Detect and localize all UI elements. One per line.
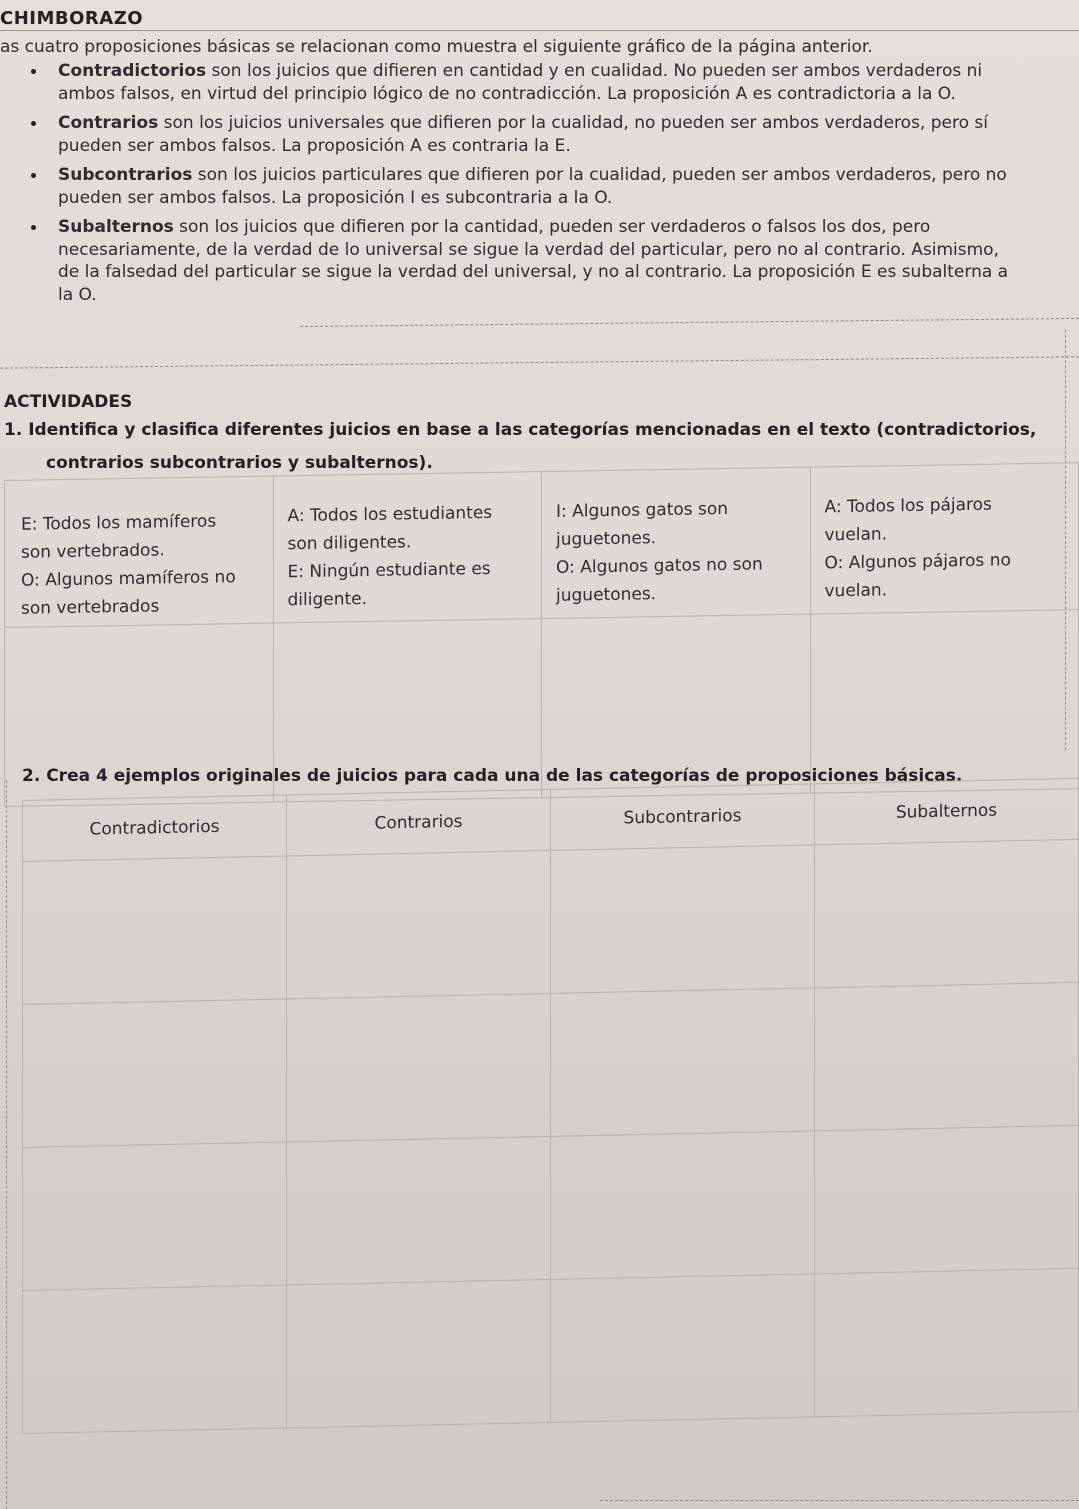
example-cell: A: Todos los pájaros vuelan. O: Algunos pájaros no vuelan. [810, 463, 1079, 614]
examples-table [4, 462, 1079, 807]
intro-text: as cuatro proposiciones básicas se relacionan como muestra el siguiente gráfico de la página anterior. [0, 37, 873, 57]
answer-cell[interactable] [23, 999, 287, 1148]
example-cell: I: Algunos gatos son juguetones. O: Algunos gatos no son juguetones. [542, 467, 811, 618]
answer-cell[interactable] [815, 1125, 1079, 1274]
answer-cell[interactable] [551, 845, 815, 994]
answer-cell[interactable] [287, 1136, 551, 1285]
answer-cell[interactable] [551, 988, 815, 1137]
definition-contradictorios: Contradictorios son los juicios que difieren en cantidad y en cualidad. No pueden ser ambos verdaderos ni ambos falsos, en virtud del principio lógico de no contradicción. La proposición A es contradictoria a la O. [0, 60, 1079, 105]
activities-heading: ACTIVIDADES [4, 392, 133, 412]
answer-cell[interactable] [815, 982, 1079, 1131]
question-1: 1. Identifica y clasifica diferentes juicios en base a las categorías mencionadas en el texto (contradictorios, contrarios subcontrarios y subalternos). [4, 420, 1037, 473]
definitions-list [0, 60, 1079, 313]
answer-cell[interactable] [287, 993, 551, 1142]
answer-cell[interactable] [287, 1279, 551, 1428]
column-header-subcontrarios: Subcontrarios [551, 784, 815, 851]
categories-table [22, 778, 1079, 1434]
answer-cell[interactable] [23, 1142, 287, 1291]
answer-cell[interactable] [815, 1268, 1079, 1417]
column-header-subalternos: Subalternos [815, 778, 1079, 845]
example-cell: E: Todos los mamíferos son vertebrados. O: Algunos mamíferos no son vertebrados [5, 476, 274, 627]
question-2: 2. Crea 4 ejemplos originales de juicios para cada una de las categorías de proposiciones básicas. [22, 766, 963, 786]
definition-subcontrarios: Subcontrarios son los juicios particulares que difieren por la cualidad, pueden ser ambos verdaderos, pero no pueden ser ambos falsos. La proposición I es subcontraria a la O. [0, 164, 1079, 209]
answer-cell[interactable] [23, 1285, 287, 1434]
header-title: CHIMBORAZO [0, 8, 144, 29]
definition-contrarios: Contrarios son los juicios universales que difieren por la cualidad, no pueden ser ambos verdaderos, pero sí pueden ser ambos falsos. La proposición A es contraria la E. [0, 112, 1079, 157]
answer-cell[interactable] [287, 850, 551, 999]
header-rule [0, 30, 1079, 31]
column-header-contrarios: Contrarios [287, 789, 551, 856]
answer-cell[interactable] [551, 1274, 815, 1423]
example-cell: A: Todos los estudiantes son diligentes. E: Ningún estudiante es diligente. [273, 472, 542, 623]
answer-cell[interactable] [23, 856, 287, 1005]
column-header-contradictorios: Contradictorios [23, 795, 287, 862]
dashed-line [300, 318, 1079, 327]
dashed-line [600, 1500, 1079, 1501]
dashed-line [0, 356, 1079, 368]
definition-subalternos: Subalternos son los juicios que difieren por la cantidad, pueden ser verdaderos o falsos los dos, pero necesariamente, de la verdad de lo universal se sigue la verdad del particular, pero no al contrario. Asimismo, de la falsedad del particular se sigue la verdad del universal, y no al contrario. La proposición E es subalterna a la O. [0, 216, 1079, 306]
answer-cell[interactable] [815, 839, 1079, 988]
dashed-line [6, 780, 7, 1509]
answer-cell[interactable] [551, 1131, 815, 1280]
